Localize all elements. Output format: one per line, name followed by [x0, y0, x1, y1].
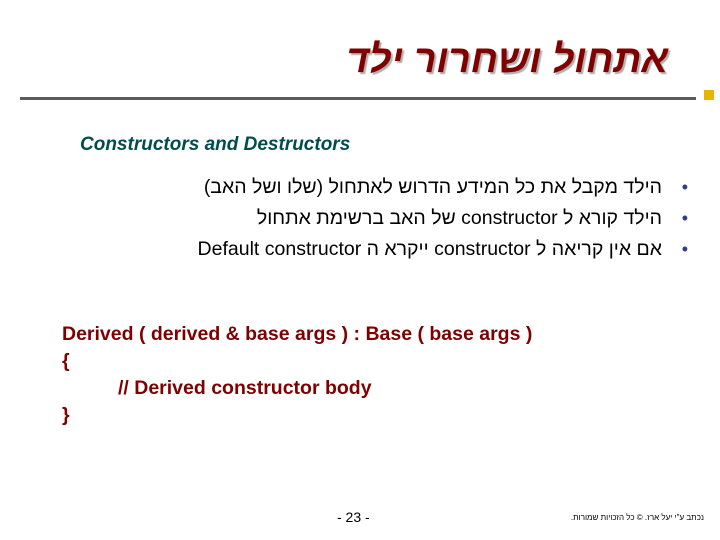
bullet-text: אם אין קריאה ל constructor ייקרא ה Default constructor — [197, 238, 662, 260]
bullet-item — [28, 203, 688, 234]
slide-subtitle: Constructors and Destructors — [80, 134, 351, 155]
footer-credit: נכתב ע"י יעל ארז. © כל הזכויות שמורות. — [570, 513, 704, 522]
bullet-text: הילד מקבל את כל המידע הדרוש לאתחול (שלו ושל האב) — [203, 176, 662, 198]
title-underline-accent — [704, 90, 714, 100]
slide-title: אתחול ושחרור ילד — [346, 38, 668, 81]
code-line: // Derived constructor body — [118, 377, 372, 399]
bullet-list — [28, 172, 688, 265]
code-line: Derived ( derived & base args ) : Base ( base args ) — [62, 323, 533, 345]
code-line: } — [62, 404, 70, 426]
bullet-marker: • — [681, 208, 688, 228]
page-number: - 23 - — [337, 509, 370, 525]
bullet-item — [28, 172, 688, 203]
bullet-item — [28, 234, 688, 265]
bullet-text: הילד קורא ל constructor של האב ברשימת אתחול — [256, 207, 662, 229]
code-block — [62, 321, 532, 429]
code-line: { — [62, 350, 70, 372]
bullet-marker: • — [681, 177, 688, 197]
title-underline — [20, 97, 696, 100]
bullet-marker: • — [681, 239, 688, 259]
